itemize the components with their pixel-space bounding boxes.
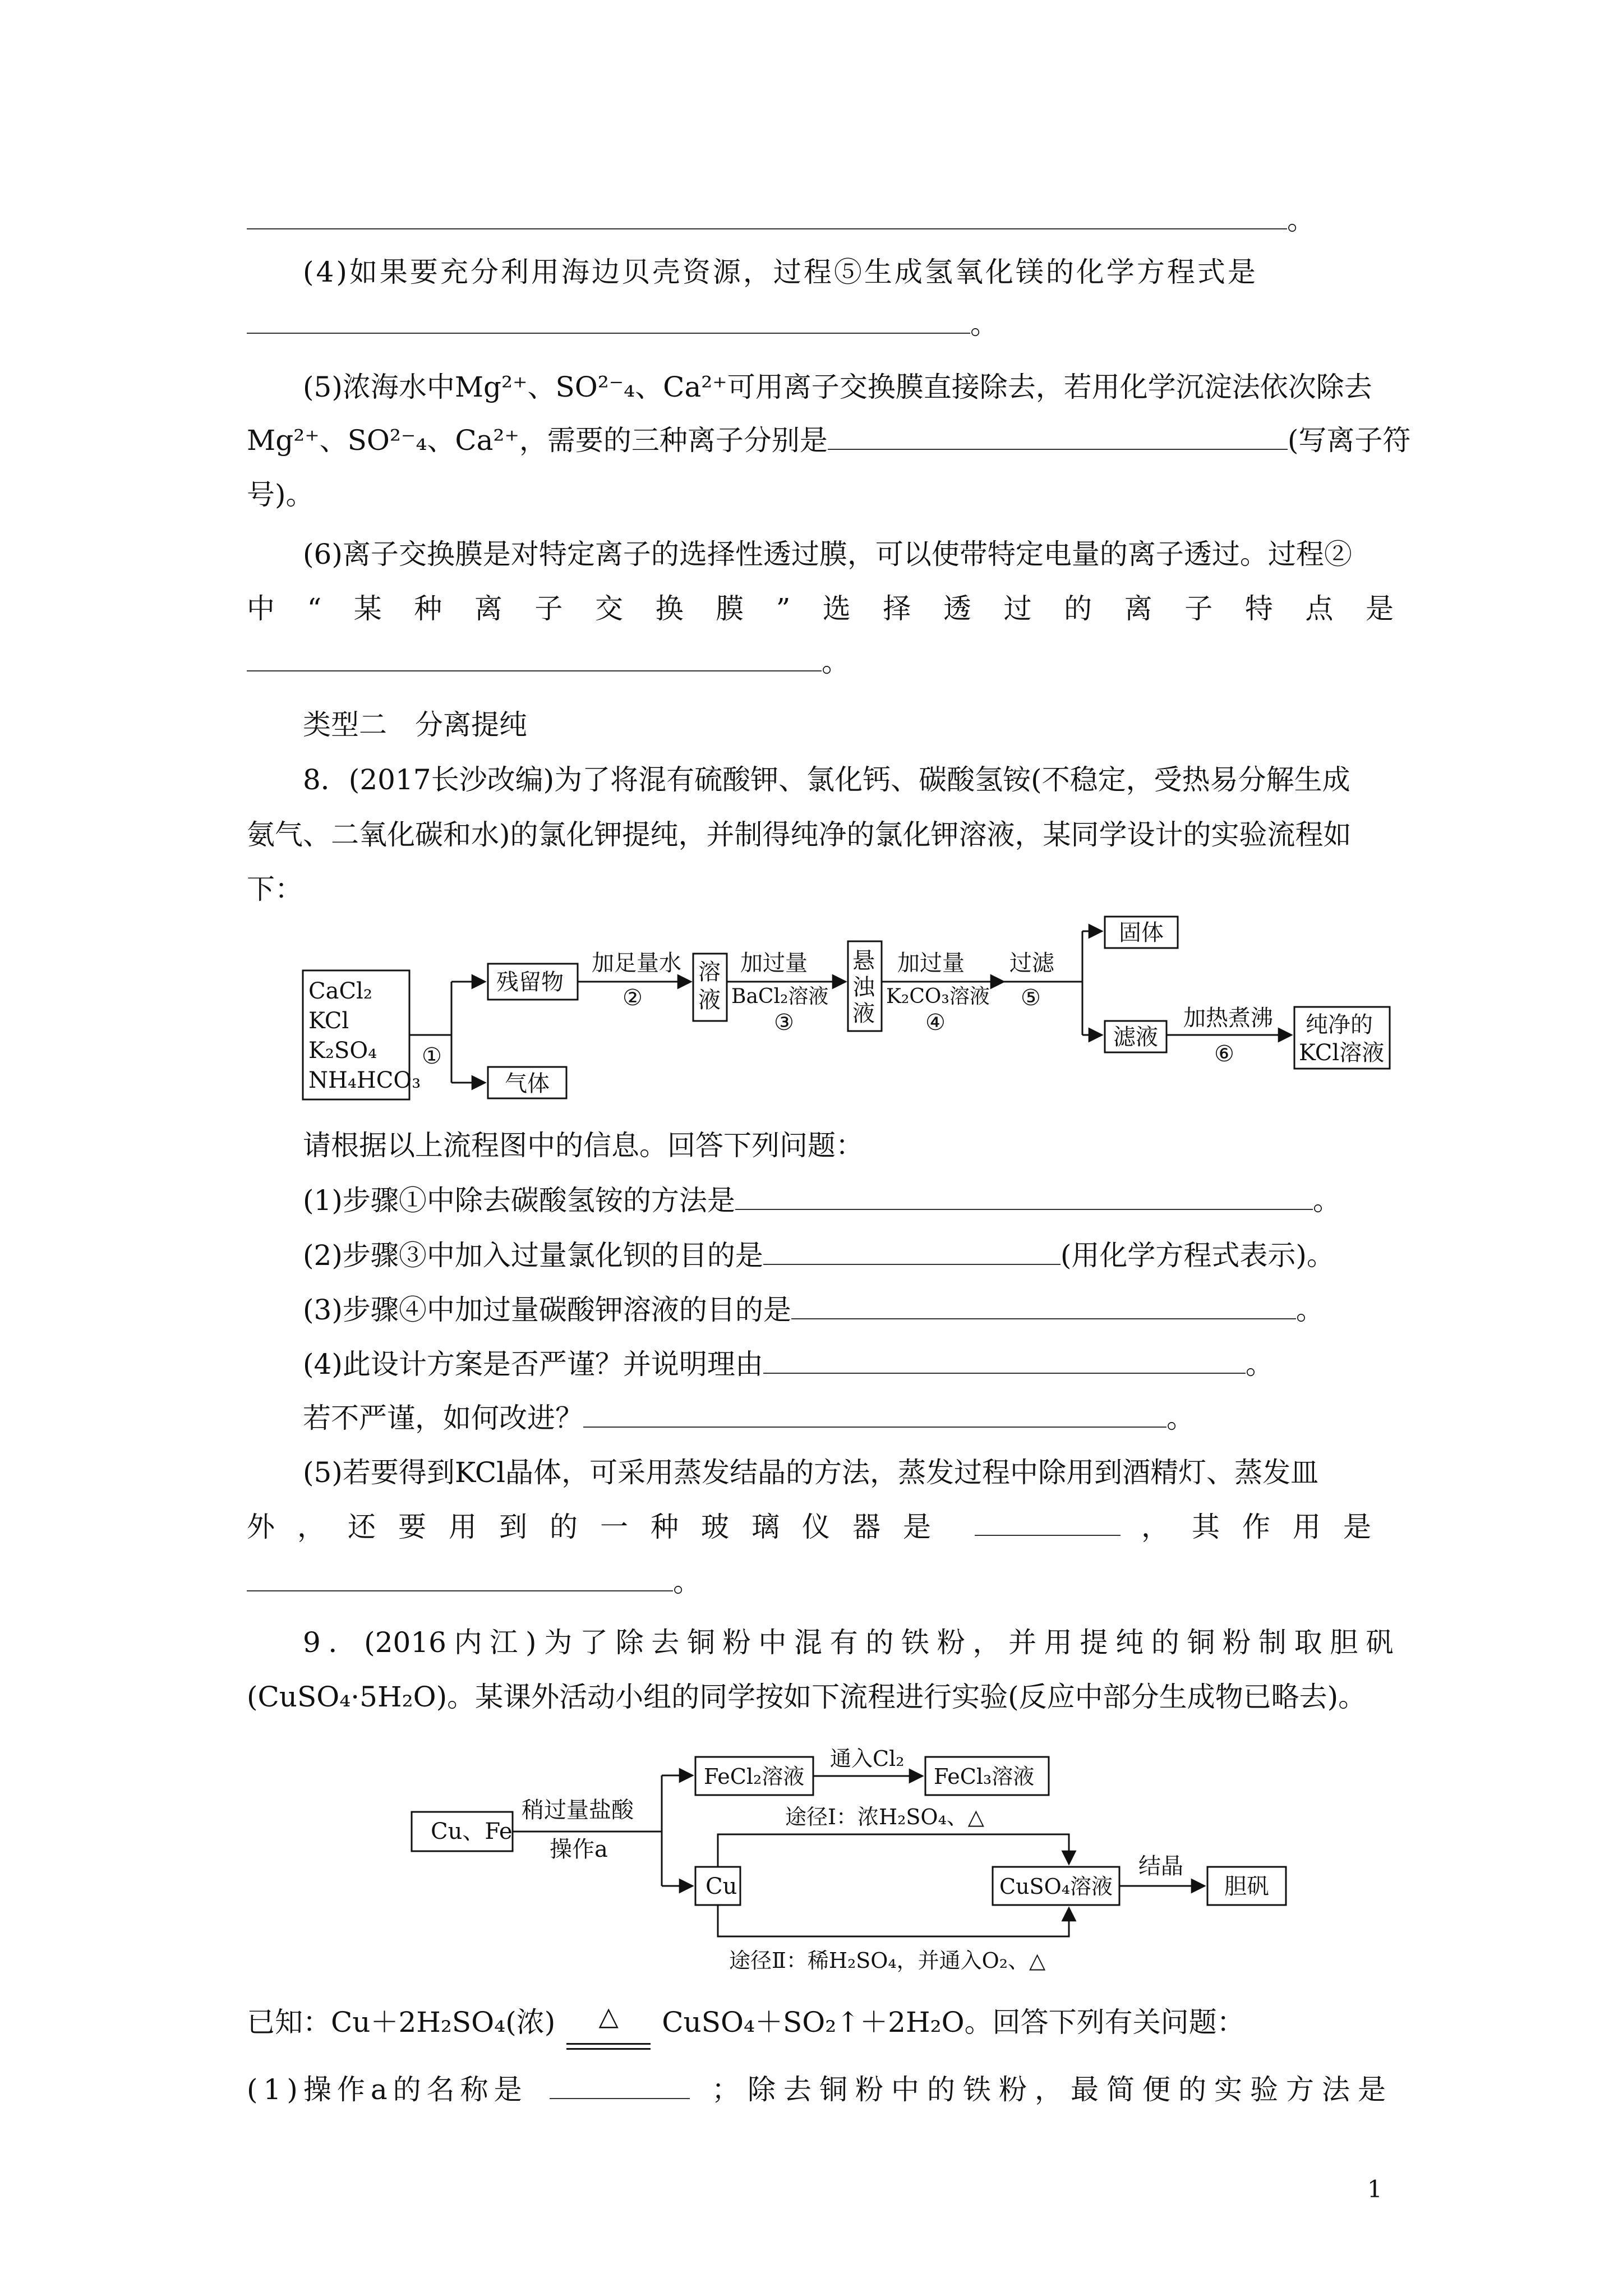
step-5-label: ⑤: [1021, 985, 1041, 1011]
q8-sub5-line2: 外，还要用到的一种玻璃仪器是 ，其作用是: [247, 1511, 1394, 1543]
mixture-nh4hco3: NH₄HCO₃: [308, 1068, 421, 1093]
q8-line3: 下：: [247, 873, 303, 905]
answer-blank[interactable]: [975, 1510, 1121, 1536]
q7-sub4-text: (4)如果要充分利用海边贝壳资源，过程⑤生成氢氧化镁的化学方程式是: [303, 256, 1258, 288]
add-k2co3-label-b: K₂CO₃溶液: [886, 985, 990, 1008]
q7-sub6-line1: (6)离子交换膜是对特定离子的选择性透过膜，可以使带特定电量的离子透过。过程②: [303, 538, 1352, 570]
add-k2co3-label-a: 加过量: [897, 950, 965, 976]
filtrate-label: 滤液: [1113, 1024, 1158, 1050]
step-1-label: ①: [422, 1043, 442, 1069]
q7-sub5-line2: Mg²⁺、SO²⁻₄、Ca²⁺，需要的三种离子分别是 (写离子符: [247, 424, 1411, 457]
acid-label: 稍过量盐酸: [522, 1797, 634, 1823]
page-number: 1: [1367, 2175, 1382, 2203]
residue-label: 残留物: [496, 969, 564, 995]
step-3-label: ③: [774, 1010, 794, 1036]
solution-label-2: 液: [698, 987, 721, 1013]
crystal-label: 结晶: [1138, 1853, 1183, 1879]
cu-label: Cu: [706, 1874, 737, 1899]
operation-a-label: 操作a: [550, 1837, 608, 1862]
cu-fe-label: Cu、Fe: [431, 1819, 513, 1844]
gas-label: 气体: [505, 1071, 550, 1097]
q9-flow-diagram: [404, 1739, 1301, 1980]
q8-sub4b: 若不严谨，如何改进？ 。: [303, 1402, 1195, 1434]
q9-line2: (CuSO₄·5H₂O)。某课外活动小组的同学按如下流程进行实验(反应中部分生成物已略去)。: [247, 1681, 1367, 1713]
filter-label: 过滤: [1009, 950, 1054, 976]
answer-blank[interactable]: [763, 1239, 1061, 1265]
mixture-cacl2: CaCl₂: [308, 978, 372, 1004]
answer-blank[interactable]: [791, 1294, 1296, 1319]
fecl2-label: FeCl₂溶液: [704, 1764, 805, 1789]
answer-blank[interactable]: [828, 424, 1288, 450]
q8-flow-diagram: [292, 914, 1419, 1105]
boil-label: 加热煮沸: [1183, 1005, 1273, 1031]
q8-line1: 8．(2017长沙改编)为了将混有硫酸钾、氯化钙、碳酸氢铵(不稳定，受热易分解生成: [303, 763, 1350, 796]
route-2-label: 途径Ⅱ：稀H₂SO₄，并通入O₂、△: [729, 1948, 1046, 1973]
answer-blank[interactable]: [247, 204, 1287, 229]
q7-sub5-line3: 号)。: [247, 478, 314, 511]
answer-blank[interactable]: [550, 2073, 690, 2099]
answer-blank[interactable]: [247, 646, 822, 671]
answer-blank[interactable]: [247, 1566, 673, 1591]
q7-sub6-answer-line: 。: [247, 645, 850, 679]
q8-sub3: (3)步骤④中加过量碳酸钾溶液的目的是 。: [303, 1294, 1324, 1326]
pure-kcl-label-a: 纯净的: [1306, 1012, 1373, 1038]
add-bacl2-label-a: 加过量: [740, 950, 808, 976]
suspension-label-3: 液: [852, 1001, 875, 1027]
q9-known-equation: 已知：Cu＋2H₂SO₄(浓) △ CuSO₄＋SO₂↑＋2H₂O。回答下列有关问题：: [247, 2005, 1245, 2039]
step-2-label: ②: [623, 985, 643, 1011]
answer-blank[interactable]: [763, 1348, 1246, 1374]
suspension-label-2: 浊: [852, 974, 875, 1000]
reaction-condition: △: [566, 2025, 651, 2032]
q7-sub5-line1: (5)浓海水中Mg²⁺、SO²⁻₄、Ca²⁺可用离子交换膜直接除去，若用化学沉淀法依次除去: [303, 371, 1372, 403]
add-water-label: 加足量水: [592, 950, 681, 976]
suspension-label-1: 悬: [852, 948, 875, 974]
fecl3-label: FeCl₃溶液: [934, 1764, 1035, 1789]
product-label: 胆矾: [1224, 1874, 1269, 1899]
solid-label: 固体: [1119, 920, 1164, 946]
q9-line1: 9．(2016内江)为了除去铜粉中混有的铁粉，并用提纯的铜粉制取胆矾: [303, 1626, 1394, 1659]
q7-answer-line-3: 。: [247, 203, 1315, 237]
q8-prompt: 请根据以上流程图中的信息。回答下列问题：: [303, 1129, 864, 1162]
solution-label-1: 溶: [698, 959, 721, 985]
pure-kcl-label-b: KCl溶液: [1299, 1040, 1385, 1066]
q8-line2: 氨气、二氧化碳和水)的氯化钾提纯，并制得纯净的氯化钾溶液，某同学设计的实验流程如: [247, 818, 1352, 851]
mixture-k2so4: K₂SO₄: [308, 1038, 377, 1064]
route-1-label: 途径Ⅰ：浓H₂SO₄、△: [785, 1805, 985, 1829]
answer-blank[interactable]: [735, 1184, 1313, 1210]
step-4-label: ④: [925, 1010, 946, 1036]
q7-sub6-line2: 中“某种离子交换膜”选择透过的离子特点是: [247, 592, 1394, 625]
step-6-label: ⑥: [1214, 1041, 1234, 1067]
mixture-kcl: KCl: [308, 1008, 349, 1034]
q8-sub5-answer-line: 。: [247, 1565, 701, 1599]
cl2-label: 通入Cl₂: [830, 1746, 905, 1771]
q8-sub4: (4)此设计方案是否严谨？并说明理由 。: [303, 1348, 1274, 1381]
section-title: 类型二 分离提纯: [303, 708, 527, 741]
cuso4-label: CuSO₄溶液: [999, 1874, 1113, 1899]
add-bacl2-label-b: BaCl₂溶液: [731, 985, 829, 1008]
q8-sub5-line1: (5)若要得到KCl晶体，可采用蒸发结晶的方法，蒸发过程中除用到酒精灯、蒸发皿: [303, 1456, 1319, 1489]
q7-sub4-answer-line: 。: [247, 307, 998, 341]
q9-sub1: (1)操作a的名称是 ；除去铜粉中的铁粉，最简便的实验方法是: [247, 2073, 1394, 2106]
answer-blank[interactable]: [583, 1402, 1166, 1428]
q8-sub1: (1)步骤①中除去碳酸氢铵的方法是 。: [303, 1184, 1341, 1217]
answer-blank[interactable]: [247, 308, 970, 334]
q8-sub2: (2)步骤③中加入过量氯化钡的目的是 (用化学方程式表示)。: [303, 1239, 1335, 1272]
